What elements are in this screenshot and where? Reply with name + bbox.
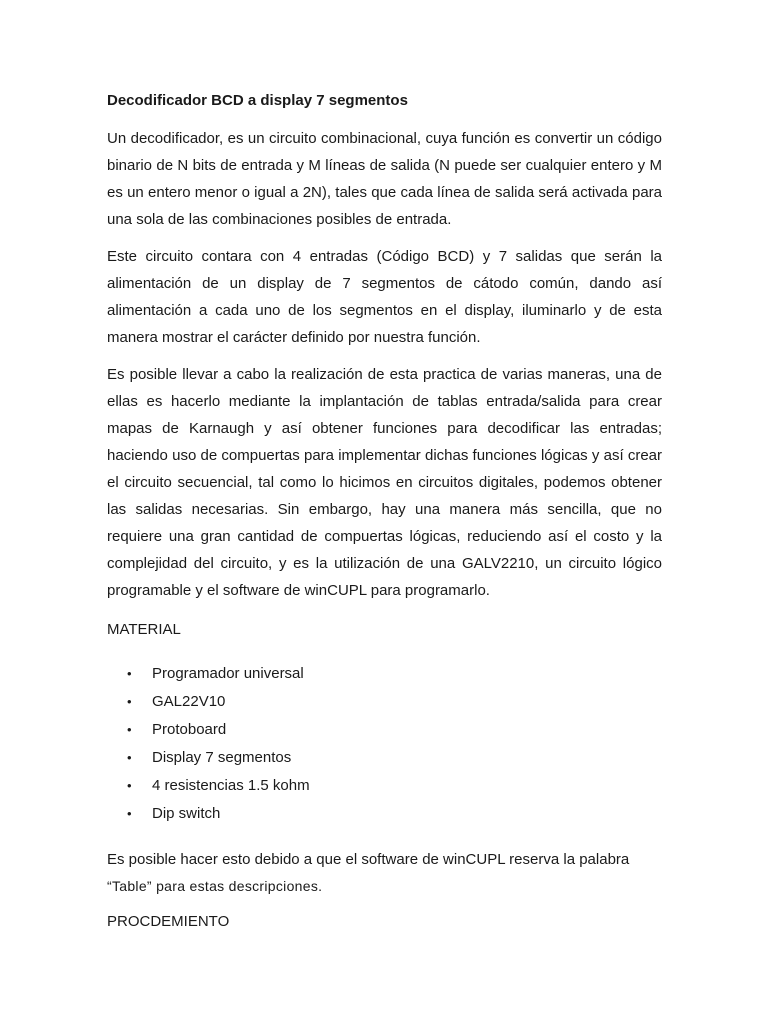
bullet-icon: • [127, 806, 132, 821]
paragraph-circuit-description: Este circuito contara con 4 entradas (Código BCD) y 7 salidas que serán la alimentación de un display de 7 segmentos de cátodo común, dando así alimentación a cada uno de los segmentos en el display, iluminarlo y de esta manera mostrar el carácter definido por nuestra función. [107, 248, 662, 346]
bullet-icon: • [127, 722, 132, 737]
list-item [107, 772, 662, 800]
list-item [107, 660, 662, 688]
paragraph-wincupl-note: Es posible hacer esto debido a que el software de winCUPL reserva la palabra [107, 851, 630, 868]
bullet-icon: • [127, 694, 132, 709]
bullet-icon: • [127, 750, 132, 765]
paragraph-decoder-definition: Un decodificador, es un circuito combinacional, cuya función es convertir un código binario de N bits de entrada y M líneas de salida (N puede ser cualquier entero y M es un entero menor o igual a 2N), tales que cada línea de salida será activada para una sola de las combinaciones posibles de entrada. [107, 130, 662, 228]
list-item [107, 744, 662, 772]
material-heading: MATERIAL [107, 621, 181, 638]
document-page [107, 92, 662, 932]
material-item-label: Protoboard [152, 721, 227, 738]
bullet-icon: • [127, 666, 132, 681]
material-item-label: Programador universal [152, 665, 304, 682]
paragraph-implementation: Es posible llevar a cabo la realización de esta practica de varias maneras, una de ellas es hacerlo mediante la implantación de tablas entrada/salida para crear mapas de Karnaugh y así obtener funciones para decodificar las entradas; haciendo uso de compuertas para implementar dichas funciones lógicas y así crear el circuito secuencial, tal como lo hicimos en circuitos digitales, podemos obtener las salidas necesarias. Sin embargo, hay una manera más sencilla, que no requiere una gran cantidad de compuertas lógicas, reduciendo así el costo y la complejidad del circuito, y es la utilización de una GALV2210, un circuito lógico programable y el software de winCUPL para programarlo. [107, 366, 662, 599]
material-list [107, 660, 662, 828]
procedure-heading: PROCDEMIENTO [107, 913, 230, 930]
material-item-label: Display 7 segmentos [152, 749, 292, 766]
paragraph-wincupl-note-tail: “Table” para estas descripciones. [107, 878, 323, 894]
material-item-label: 4 resistencias 1.5 kohm [152, 777, 310, 794]
document-title: Decodificador BCD a display 7 segmentos [107, 92, 408, 109]
list-item [107, 800, 662, 828]
list-item [107, 688, 662, 716]
material-item-label: Dip switch [152, 805, 221, 822]
material-item-label: GAL22V10 [152, 693, 226, 710]
bullet-icon: • [127, 778, 132, 793]
list-item [107, 716, 662, 744]
